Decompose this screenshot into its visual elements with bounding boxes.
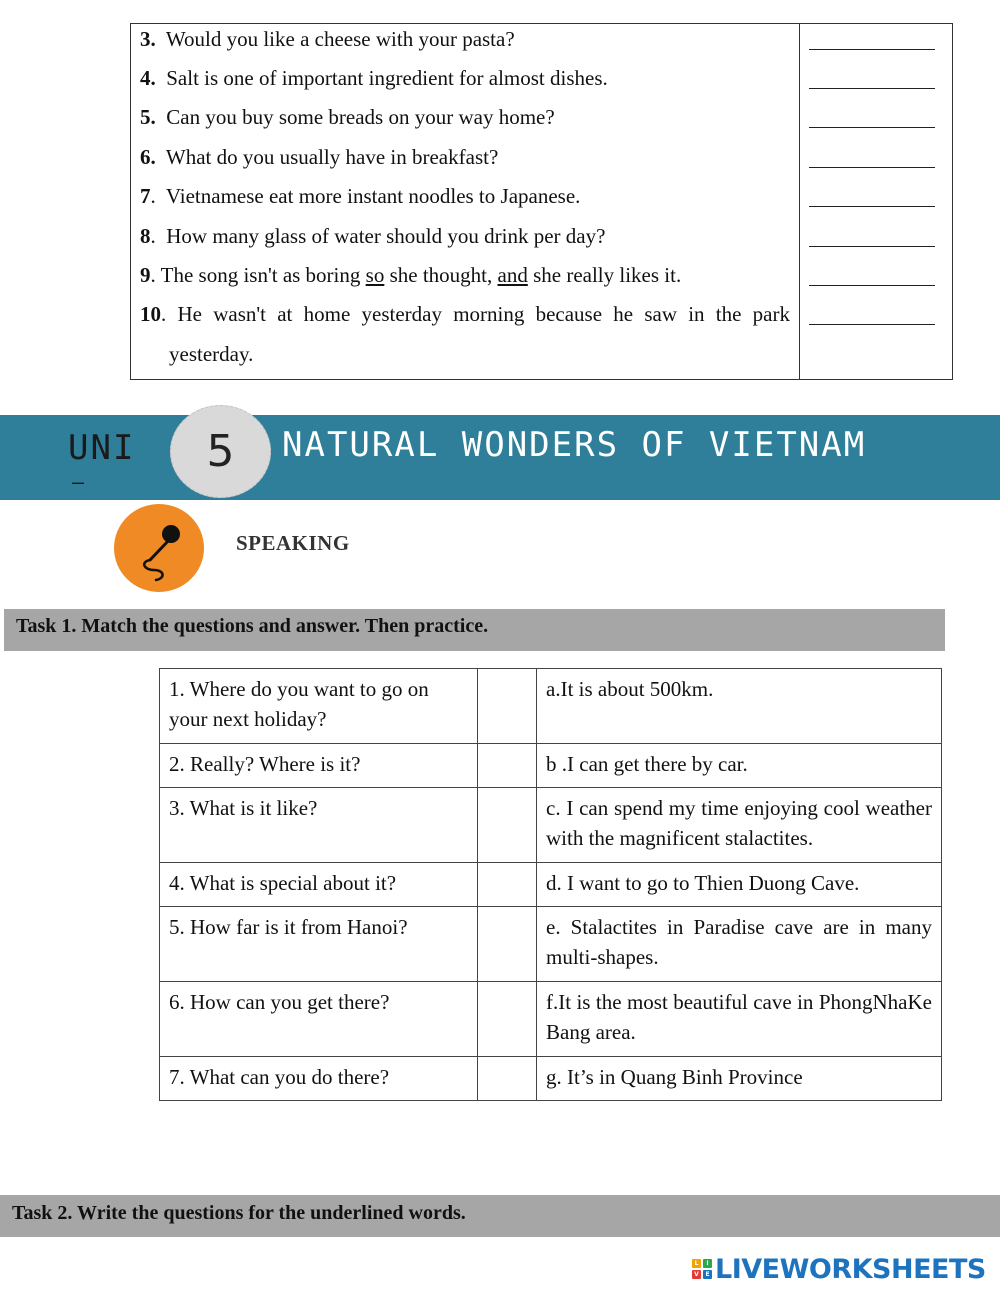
matching-table [159, 668, 942, 1101]
answer-option-cell: b .I can get there by car. [537, 744, 942, 788]
answer-option-cell: a.It is about 500km. [537, 669, 942, 744]
table-row [160, 788, 942, 863]
answer-option-cell: d. I want to go to Thien Duong Cave. [537, 863, 942, 907]
task1-label: Task 1. Match the questions and answer. Then practice. [16, 614, 489, 637]
answer-blank[interactable] [809, 49, 935, 50]
answer-option-cell: e. Stalactites in Paradise cave are in many multi-shapes. [537, 907, 942, 982]
question-cell: 3. What is it like? [160, 788, 478, 863]
answer-blank[interactable] [809, 246, 935, 247]
item-text: Salt is one of important ingredient for almost dishes. [166, 66, 608, 90]
exercise-item [140, 301, 790, 327]
answer-option-cell: g. It’s in Quang Binh Province [537, 1057, 942, 1101]
item-number: 8 [140, 224, 151, 248]
table-row [160, 982, 942, 1057]
liveworksheets-logo[interactable] [692, 1252, 986, 1286]
question-cell: 5. How far is it from Hanoi? [160, 907, 478, 982]
item-number: 10 [140, 302, 161, 326]
item-text: she thought, [384, 263, 498, 287]
question-cell: 7. What can you do there? [160, 1057, 478, 1101]
table-divider [799, 24, 800, 379]
item-text: Would you like a cheese with your pasta? [165, 27, 515, 51]
exercise-item [140, 183, 790, 209]
underlined-word: so [365, 263, 385, 287]
item-text-continuation: yesterday. [169, 342, 254, 366]
answer-input-cell[interactable] [478, 863, 537, 907]
logo-text: LIVEWORKSHEETS [715, 1253, 986, 1285]
error-correction-table [130, 23, 953, 380]
answer-blank[interactable] [809, 324, 935, 325]
logo-blocks-icon [692, 1259, 712, 1279]
exercise-item [140, 144, 790, 170]
unit-number: 5 [206, 426, 235, 477]
item-text: . How many glass of water should you drink per day? [150, 224, 606, 248]
table-row [160, 907, 942, 982]
section-heading-speaking: SPEAKING [236, 531, 350, 555]
item-number: 7 [140, 184, 151, 208]
underlined-word: and [497, 263, 528, 287]
logo-block: E [703, 1270, 712, 1279]
exercise-item [140, 26, 790, 52]
logo-block: I [703, 1259, 712, 1268]
item-text: . The song isn't as boring [150, 263, 366, 287]
answer-input-cell[interactable] [478, 744, 537, 788]
exercise-item [140, 65, 790, 91]
item-text: What do you usually have in breakfast? [165, 145, 499, 169]
task1-heading [4, 609, 945, 651]
table-row [160, 863, 942, 907]
answer-blank[interactable] [809, 285, 935, 286]
exercise-item [140, 104, 790, 130]
answer-blank[interactable] [809, 167, 935, 168]
unit-label-dash: – [72, 470, 85, 494]
task2-heading [0, 1195, 1000, 1237]
microphone-icon [114, 504, 204, 592]
unit-label: UNI [68, 428, 136, 468]
answer-option-cell: f.It is the most beautiful cave in PhongNhaKe Bang area. [537, 982, 942, 1057]
answer-blank[interactable] [809, 88, 935, 89]
exercise-item [140, 223, 790, 249]
item-number: 3. [140, 27, 156, 51]
answer-input-cell[interactable] [478, 669, 537, 744]
table-row [160, 669, 942, 744]
question-cell: 4. What is special about it? [160, 863, 478, 907]
item-number: 5. [140, 105, 156, 129]
item-text: she really likes it. [527, 263, 682, 287]
question-cell: 6. How can you get there? [160, 982, 478, 1057]
answer-input-cell[interactable] [478, 907, 537, 982]
item-text: Can you buy some breads on your way home? [166, 105, 555, 129]
question-cell: 2. Really? Where is it? [160, 744, 478, 788]
answer-option-cell: c. I can spend my time enjoying cool weather with the magnificent stalactites. [537, 788, 942, 863]
item-number: 6. [140, 145, 156, 169]
item-text: . Vietnamese eat more instant noodles to Japanese. [150, 184, 581, 208]
answer-blank[interactable] [809, 206, 935, 207]
unit-title: NATURAL WONDERS OF VIETNAM [282, 425, 867, 465]
logo-block: V [692, 1270, 701, 1279]
table-row [160, 744, 942, 788]
task2-label: Task 2. Write the questions for the underlined words. [12, 1201, 466, 1224]
answer-input-cell[interactable] [478, 788, 537, 863]
logo-block: L [692, 1259, 701, 1268]
item-number: 9 [140, 263, 151, 287]
item-text: . He wasn't at home yesterday morning because he saw in the park [161, 302, 790, 326]
answer-blank[interactable] [809, 127, 935, 128]
table-row [160, 1057, 942, 1101]
answer-input-cell[interactable] [478, 982, 537, 1057]
exercise-item [140, 262, 790, 288]
unit-number-circle [170, 405, 271, 498]
question-cell: 1. Where do you want to go on your next holiday? [160, 669, 478, 744]
answer-input-cell[interactable] [478, 1057, 537, 1101]
item-number: 4. [140, 66, 156, 90]
